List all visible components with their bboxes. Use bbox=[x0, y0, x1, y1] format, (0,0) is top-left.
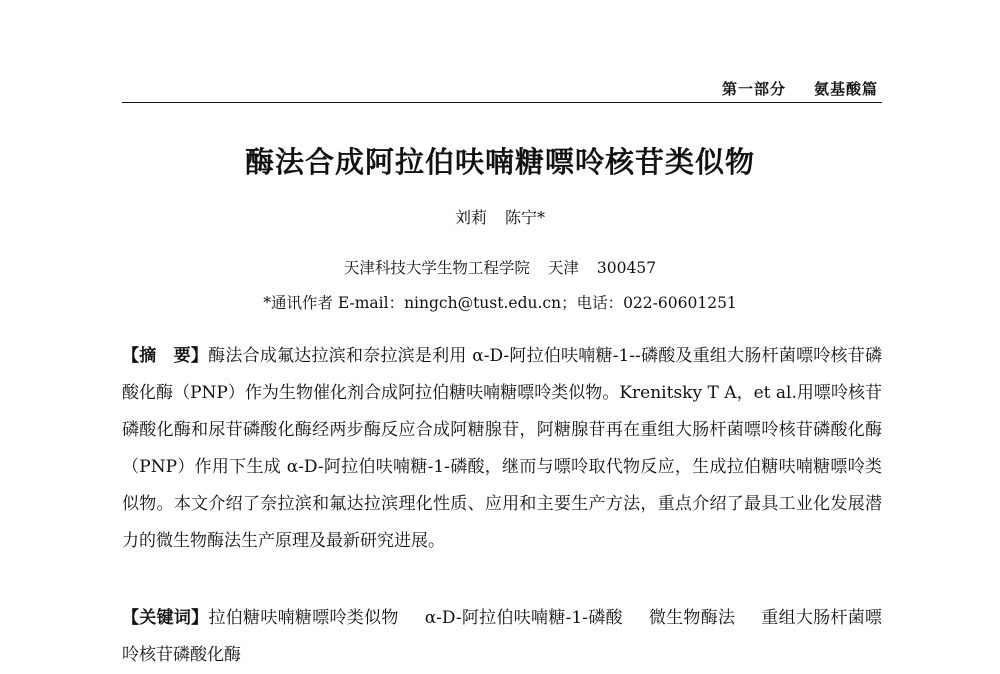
affiliation-line bbox=[0, 256, 1000, 278]
affiliation-institution: 天津科技大学生物工程学院 bbox=[343, 259, 530, 277]
header-part: 第一部分 bbox=[721, 80, 786, 98]
author-line bbox=[0, 205, 1000, 228]
author-1: 刘莉 bbox=[454, 208, 487, 227]
header-rule bbox=[122, 102, 882, 103]
header-section: 氨基酸篇 bbox=[813, 80, 878, 98]
corresponding-contact: *通讯作者 E-mail：ningch@tust.edu.cn；电话：022-60601251 bbox=[263, 294, 737, 312]
abstract-label: 【摘 要】 bbox=[122, 346, 209, 366]
affiliation-city: 天津 bbox=[547, 259, 579, 277]
running-header bbox=[122, 78, 878, 99]
keyword-item: 拉伯糖呋喃糖嘌呤类似物 bbox=[208, 608, 399, 628]
abstract-text: 酶法合成氟达拉滨和奈拉滨是利用 α-D-阿拉伯呋喃糖-1--磷酸及重组大肠杆菌嘌呤核苷磷酸化酶（PNP）作为生物催化剂合成阿拉伯糖呋喃糖嘌呤类似物。Krenitsky T A，et al.用嘌呤核苷磷酸化酶和尿苷磷酸化酶经两步酶反应合成阿糖腺苷，阿糖腺苷再在重组大肠杆菌嘌呤核苷磷酸化酶（PNP）作用下生成 α-D-阿拉伯呋喃糖-1-磷酸，继而与嘌呤取代物反应，生成拉伯糖呋喃糖嘌呤类似物。本文介绍了奈拉滨和氟达拉滨理化性质、应用和主要生产方法，重点介绍了最具工业化发展潜力的微生物酶法生产原理及最新研究进展。 bbox=[122, 346, 882, 551]
author-2: 陈宁* bbox=[505, 208, 546, 227]
affiliation-postcode: 300457 bbox=[596, 259, 657, 277]
paper-title: 酶法合成阿拉伯呋喃糖嘌呤核苷类似物 bbox=[244, 145, 755, 179]
keyword-item: α-D-阿拉伯呋喃糖-1-磷酸 bbox=[424, 608, 623, 628]
keywords-label: 【关键词】 bbox=[122, 608, 209, 628]
keywords-paragraph bbox=[122, 600, 882, 674]
abstract-paragraph bbox=[122, 338, 882, 560]
keyword-item: 重组大肠杆菌嘌呤核苷磷酸化酶 bbox=[122, 608, 883, 665]
keyword-item: 微生物酶法 bbox=[648, 608, 736, 628]
